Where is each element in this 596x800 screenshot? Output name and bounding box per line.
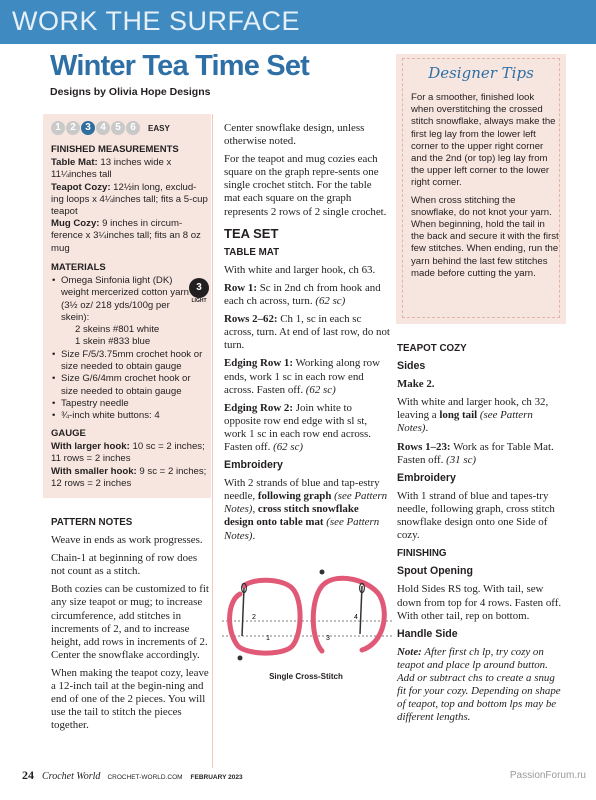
row-1: Row 1: Sc in 2nd ch from hook and each ch across, turn. (62 sc) — [224, 281, 381, 308]
pattern-notes — [51, 516, 209, 737]
cozy-embroidery-heading: Embroidery — [397, 471, 456, 484]
material-white: 2 skeins #801 white — [75, 324, 160, 336]
stitch-right — [313, 570, 384, 652]
edging-row-1: Edging Row 1: Working along row ends, work 1 sc in each row end across. Fasten off. (62 sc) — [224, 357, 380, 396]
gauge-larger: With larger hook: 10 sc = 2 inches; 11 rows = 2 inches — [51, 441, 205, 465]
yarn-weight-icon — [189, 278, 209, 304]
spout-heading: Spout Opening — [397, 565, 473, 578]
table-mat-heading: TABLE MAT — [224, 246, 280, 258]
designer-tip-1: For a smoother, finished look when overstitching the crossed stitch snowflake, always make the first leg lay from the lower left corner to the upper right corner and the 2nd (or top) leg lay from the upper left corner to the lower right corner. — [411, 92, 556, 189]
yarn-weight-label: LIGHT — [191, 298, 207, 304]
skill-level-label: EASY — [148, 123, 170, 133]
pattern-note-4: When making the teapot cozy, leave a 12-inch tail at the begin-ning and end of one of the 2 pieces. You will use the tail to stitch the pieces together. — [51, 666, 209, 732]
thread-loop — [313, 578, 384, 651]
table-mat-start: With white and larger hook, ch 63. — [224, 263, 376, 276]
byline: Designs by Olivia Hope Designs — [50, 86, 211, 98]
embroidery-heading: Embroidery — [224, 459, 283, 472]
magazine-site: CROCHET-WORLD.COM — [107, 774, 183, 781]
designer-tips-title: Designer Tips — [428, 64, 534, 82]
handle-heading: Handle Side — [397, 627, 458, 640]
thread-loop — [230, 580, 300, 653]
skill-level-3: 3 — [81, 121, 95, 135]
material-hook-g: • Size G/6/4mm crochet hook or size needed to obtain gauge — [51, 373, 209, 397]
middle-column — [224, 122, 390, 548]
material-buttons: • ¾-inch white buttons: 4 — [51, 410, 209, 422]
pattern-note-3: Both cozies can be customized to fit any size teapot or mug; to increase circumference, add stitches in increments of 2, and to increase height, add rows in increments of 2. Center the snowflake accordingly. — [51, 583, 209, 661]
table-mat-measure: Table Mat: 13 inches wide x 11¼inches tall — [51, 157, 172, 181]
pattern-notes-heading: PATTERN NOTES — [51, 517, 133, 528]
page-footer — [22, 766, 243, 784]
sides-heading: Sides — [397, 360, 426, 373]
material-hook-f: • Size F/5/3.75mm crochet hook or size needed to obtain gauge — [51, 349, 209, 373]
skill-level-4: 4 — [96, 121, 110, 135]
column-divider — [212, 114, 213, 768]
materials-tools — [51, 349, 209, 422]
page-number: 24 — [22, 768, 34, 782]
cozy-measure: Teapot Cozy: 12½in long, exclud-ing loops x 4¼inches tall; fits a 5-cup teapot — [51, 181, 208, 218]
right-column — [397, 342, 563, 729]
material-needle: • Tapestry needle — [51, 398, 209, 410]
make-2: Make 2. — [397, 378, 435, 391]
needle-icon — [360, 586, 362, 634]
center-design-text: Center snowflake design, unless otherwise noted. — [224, 122, 365, 148]
pattern-note-2: Chain-1 at beginning of row does not count as a stitch. — [51, 552, 198, 578]
page-title: Winter Tea Time Set — [50, 50, 310, 82]
watermark: PassionForum.ru — [509, 770, 586, 781]
rows-1-23: Rows 1–23: Work as for Table Mat. Fasten off. (31 sc) — [397, 440, 554, 466]
finishing-heading: FINISHING — [397, 548, 447, 560]
gauge-smaller: With smaller hook: 9 sc = 2 inches; 12 rows = 2 inches — [51, 465, 207, 489]
magazine-name: Crochet World — [42, 771, 101, 782]
cozy-embroidery-text: With 1 strand of blue and tapes-try needle, following graph, cross stitch snowflake design onto one Side of cozy. — [397, 489, 555, 542]
finished-measurements — [51, 144, 209, 255]
materials — [51, 262, 191, 348]
embroidery-text: With 2 strands of blue and tap-estry needle, following graph (see Pattern Notes), cross stitch snowflake design onto table mat (see Pattern Notes). — [224, 477, 388, 542]
figure-caption: Single Cross-Stitch — [269, 672, 343, 681]
needle-icon — [242, 588, 244, 636]
graph-note-text: For the teapot and mug cozies each square on the graph repre-sents one single crochet stitch. For the table mat each square on the graph represents 2 rows of 2 single crochet. — [224, 153, 387, 218]
thread-end-icon — [238, 656, 243, 661]
stitch-point-3: 3 — [326, 635, 330, 642]
stitch-point-4: 4 — [354, 614, 358, 621]
mug-measure: Mug Cozy: 9 inches in circum-ference x 3¼inches tall; fits an 8 oz mug — [51, 218, 201, 254]
materials-heading: MATERIALS — [51, 262, 106, 273]
skill-level-5: 5 — [111, 121, 125, 135]
pattern-note-1: Weave in ends as work progresses. — [51, 534, 203, 547]
stitch-point-2: 2 — [252, 614, 256, 621]
stitch-point-1: 1 — [266, 635, 270, 642]
skill-level-2: 2 — [66, 121, 80, 135]
designer-tip-2: When cross stitching the snowflake, do not knot your yarn. When beginning, hold the tail in the back and secure it with the first few stitches. When ending, run the yarn behind the last few stitches made before cutting the yarn. — [411, 194, 559, 279]
material-blue: 1 skein #833 blue — [75, 336, 151, 348]
cross-stitch-diagram — [222, 566, 392, 666]
info-box — [43, 114, 211, 498]
skill-level-6: 6 — [126, 121, 140, 135]
skill-level-1: 1 — [51, 121, 65, 135]
finished-heading: FINISHED MEASUREMENTS — [51, 144, 179, 155]
thread-end-icon — [320, 570, 325, 575]
sides-start: With white and larger hook, ch 32, leaving a long tail (see Pattern Notes). — [397, 396, 549, 435]
spout-text: Hold Sides RS tog. With tail, sew down from top for 4 rows. Fasten off. With other tail, rep on bottom. — [397, 583, 562, 622]
edging-row-2: Edging Row 2: Join white to opposite row end edge with sl st, work 1 sc in each row end across. Fasten off. (62 sc) — [224, 401, 371, 453]
designer-tips-body — [411, 92, 559, 285]
handle-note: Note: After first ch lp, try cozy on teapot and place lp around button. Add or subtract chs to create a snug fit for your cozy. Depending on shape of teapot, top and bottom lps may be different lengths. — [397, 645, 561, 724]
material-yarn: • Omega Sinfonia light (DK) weight mercerized cotton yarn (3½ oz/ 218 yds/100g per skein): — [51, 275, 191, 324]
stitch-left — [230, 580, 300, 660]
tea-set-heading: TEA SET — [224, 225, 279, 241]
skill-level — [51, 121, 170, 135]
gauge — [51, 428, 209, 490]
section-banner — [0, 0, 596, 44]
rows-2-62: Rows 2–62: Ch 1, sc in each sc across, turn. At end of last row, do not turn. — [224, 313, 390, 352]
section-banner-text: WORK THE SURFACE — [12, 6, 301, 36]
gauge-heading: GAUGE — [51, 428, 86, 439]
issue-date: FEBRUARY 2023 — [190, 774, 243, 781]
designer-tips-box — [396, 54, 566, 324]
teapot-cozy-heading: TEAPOT COZY — [397, 343, 467, 354]
yarn-weight-number: 3 — [189, 278, 209, 298]
